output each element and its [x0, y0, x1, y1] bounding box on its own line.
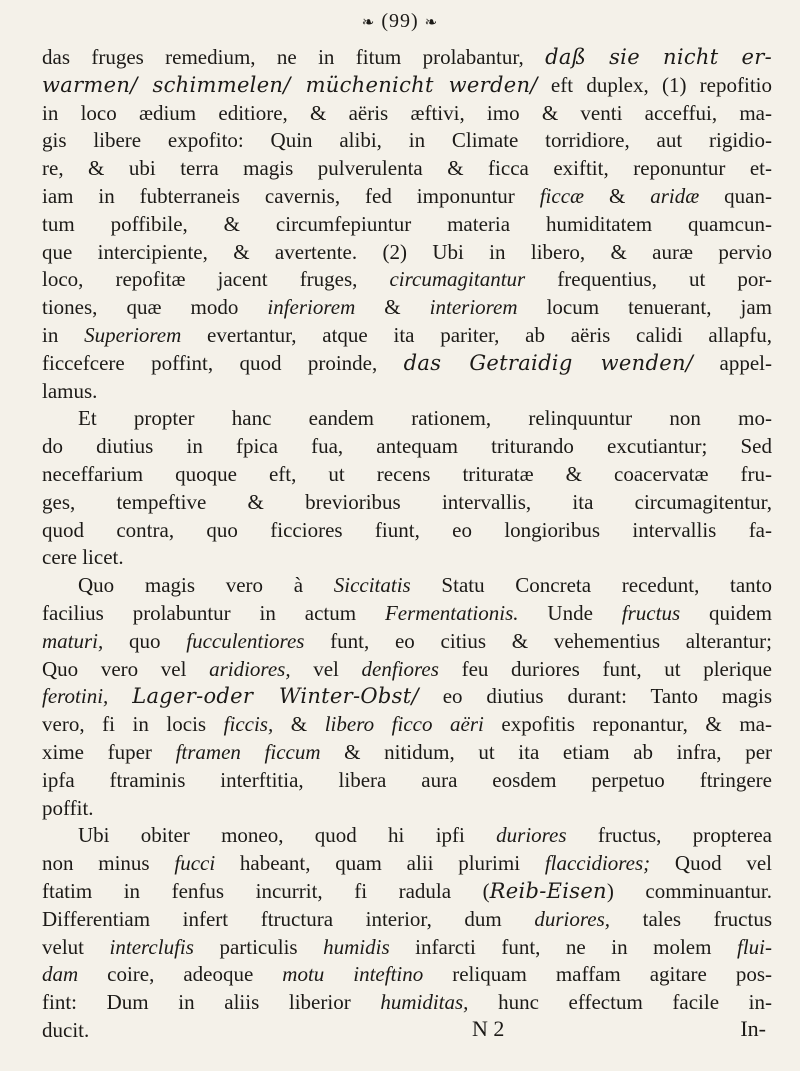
- text-segment: tiones, quæ modo: [42, 295, 268, 320]
- italic-text: ficcæ: [539, 183, 585, 208]
- text-line: [42, 72, 772, 100]
- italic-text: circumagitantur: [389, 267, 526, 292]
- text-segment: expofitis reponantur, & ma-: [483, 712, 772, 737]
- text-line: [42, 294, 772, 322]
- italic-text: humidis: [323, 934, 390, 959]
- text-segment: Ubi obiter moneo, quod hi ipfi: [78, 823, 497, 848]
- italic-text: flui-: [737, 934, 772, 959]
- text-segment: gis libere expofito: Quin alibi, in Climate torridiore, aut rigidio-: [42, 128, 772, 153]
- italic-text: Siccitatis: [333, 573, 411, 598]
- fraktur-text: das Getraidig wenden/: [403, 350, 694, 375]
- text-segment: iam in fubterraneis cavernis, fed imponuntur: [42, 183, 540, 208]
- text-line: [42, 711, 772, 739]
- italic-text: libero ficco aëri: [324, 712, 484, 737]
- text-segment: &: [355, 295, 430, 320]
- text-segment: que intercipiente, & avertente. (2) Ubi in libero, & auræ pervio: [42, 239, 772, 264]
- italic-text: Fermentationis.: [384, 600, 519, 625]
- text-segment: velut: [42, 934, 110, 959]
- fraktur-text: daß sie nicht er-: [545, 45, 772, 69]
- text-segment: in loco ædium editiore, & aëris æftivi, imo & venti acceffui, ma-: [42, 100, 772, 125]
- text-line: [42, 934, 772, 962]
- text-line: [42, 405, 772, 433]
- text-segment: particulis: [193, 934, 324, 959]
- text-line: [42, 44, 772, 72]
- text-segment: ftatim in fenfus incurrit, fi radula (: [42, 878, 490, 903]
- text-line: [42, 544, 772, 572]
- text-segment: &: [273, 712, 325, 737]
- page-footer: [42, 1016, 772, 1046]
- text-line: [42, 628, 772, 656]
- text-line: [42, 127, 772, 155]
- fraktur-text: Lager-oder Winter-Obst/: [132, 684, 419, 709]
- text-segment: lamus.: [42, 378, 98, 403]
- italic-text: fucci: [174, 851, 216, 876]
- text-line: [42, 961, 772, 989]
- text-segment: tum poffibile, & circumfepiuntur materia humiditatem quamcun-: [42, 211, 772, 236]
- text-line: [42, 350, 772, 378]
- text-segment: in: [42, 322, 85, 347]
- text-line: [42, 155, 772, 183]
- ornament-right-icon: ❧: [424, 15, 439, 31]
- italic-text: inferiorem: [267, 295, 356, 320]
- text-segment: hunc effectum facile in-: [468, 990, 773, 1015]
- text-segment: Et propter hanc eandem rationem, relinquuntur non mo-: [78, 406, 772, 431]
- text-segment: quod contra, quo ficciores fiunt, eo longioribus intervallis fa-: [42, 517, 772, 542]
- italic-text: fucculentiores: [186, 628, 305, 653]
- text-segment: &: [584, 183, 651, 208]
- italic-text: humiditas,: [380, 990, 469, 1015]
- text-segment: neceffarium quoque eft, ut recens trituratæ & coacervatæ fru-: [42, 461, 772, 486]
- signature-mark: N 2: [472, 1016, 505, 1041]
- text-line: [42, 683, 772, 711]
- text-segment: frequentius, ut por-: [525, 267, 772, 292]
- text-segment: coire, adeoque: [78, 962, 283, 987]
- text-segment: fint: Dum in aliis liberior: [42, 990, 381, 1015]
- text-line: [42, 795, 772, 823]
- text-line: [42, 572, 772, 600]
- text-line: [42, 767, 772, 795]
- text-segment: Quod vel: [650, 851, 773, 876]
- italic-text: flaccidiores;: [544, 851, 651, 876]
- text-line: [42, 600, 772, 628]
- text-line: [42, 433, 772, 461]
- text-line: [42, 489, 772, 517]
- text-segment: tales fructus: [610, 906, 772, 931]
- text-segment: appel-: [693, 350, 772, 375]
- text-line: [42, 850, 772, 878]
- text-segment: ducit.: [42, 1017, 90, 1042]
- text-segment: Statu Concreta recedunt, tanto: [410, 573, 772, 598]
- text-segment: Quo magis vero à: [78, 573, 334, 598]
- text-line: [42, 239, 772, 267]
- fraktur-text: Reib-Eisen: [489, 878, 607, 903]
- italic-text: denfiores: [361, 656, 439, 681]
- body-text: [42, 44, 772, 1045]
- text-segment: habeant, quam alii plurimi: [215, 851, 545, 876]
- italic-text: interclufis: [109, 934, 194, 959]
- text-segment: eft duplex, (1) repofitio: [537, 72, 772, 97]
- text-segment: feu duriores funt, ut plerique: [438, 656, 773, 681]
- text-line: [42, 822, 772, 850]
- text-segment: quo: [103, 628, 187, 653]
- text-line: [42, 266, 772, 294]
- text-segment: quidem: [680, 600, 772, 625]
- text-line: [42, 322, 772, 350]
- text-line: [42, 906, 772, 934]
- italic-text: motu inteftino: [282, 962, 424, 987]
- text-line: [42, 656, 772, 684]
- text-segment: loco, repofitæ jacent fruges,: [42, 267, 390, 292]
- catchword: In-: [740, 1016, 766, 1041]
- text-segment: funt, eo citius & vehementius alterantur;: [304, 628, 773, 653]
- text-segment: xime fuper: [42, 739, 176, 764]
- text-segment: ) comminuantur.: [606, 878, 772, 903]
- italic-text: ferotini,: [42, 684, 109, 709]
- italic-text: duriores,: [534, 906, 611, 931]
- fraktur-text: warmen/ schimmelen/ müchenicht werden/: [42, 72, 538, 97]
- text-segment: locum tenuerant, jam: [517, 295, 772, 320]
- italic-text: maturi,: [42, 628, 104, 653]
- italic-text: duriores: [496, 823, 567, 848]
- italic-text: ftramen ficcum: [175, 739, 321, 764]
- text-segment: cere licet.: [42, 545, 124, 570]
- text-segment: non minus: [42, 851, 175, 876]
- text-segment: reliquam maffam agitare pos-: [423, 962, 772, 987]
- text-segment: eo diutius durant: Tanto magis: [418, 684, 773, 709]
- text-segment: Differentiam infert ftructura interior, dum: [42, 906, 535, 931]
- text-line: [42, 739, 772, 767]
- text-segment: poffit.: [42, 795, 94, 820]
- text-segment: ipfa ftraminis interftitia, libera aura eosdem perpetuo ftringere: [42, 767, 772, 792]
- text-segment: re, & ubi terra magis pulverulenta & ficca exiftit, reponuntur et-: [42, 156, 772, 181]
- text-segment: vero, fi in locis: [42, 712, 224, 737]
- text-line: [42, 378, 772, 406]
- text-line: [42, 100, 772, 128]
- text-line: [42, 183, 772, 211]
- ornament-left-icon: ❧: [361, 15, 376, 31]
- text-segment: ges, tempeftive & brevioribus intervallis, ita circumagitentur,: [42, 489, 772, 514]
- text-segment: das fruges remedium, ne in fitum prolabantur,: [42, 45, 546, 69]
- italic-text: Superiorem: [84, 322, 182, 347]
- text-segment: & nitidum, ut ita etiam ab infra, per: [320, 739, 773, 764]
- italic-text: dam: [42, 962, 79, 987]
- text-segment: Unde: [518, 600, 622, 625]
- text-segment: quan-: [699, 183, 772, 208]
- italic-text: aridæ: [650, 183, 700, 208]
- text-segment: vel: [290, 656, 362, 681]
- text-segment: do diutius in fpica fua, antequam triturando excutiantur; Sed: [42, 434, 772, 459]
- text-line: [42, 989, 772, 1017]
- text-segment: evertantur, atque ita pariter, ab aëris calidi allapfu,: [181, 322, 772, 347]
- text-segment: Quo vero vel: [42, 656, 210, 681]
- text-segment: [108, 684, 132, 708]
- text-segment: fructus, propterea: [566, 823, 772, 848]
- page-number: (99): [381, 10, 419, 32]
- text-segment: infarcti funt, ne in molem: [389, 934, 737, 959]
- italic-text: ficcis,: [223, 712, 274, 737]
- italic-text: interiorem: [429, 295, 518, 320]
- text-segment: ficcefcere poffint, quod proinde,: [42, 350, 404, 375]
- italic-text: aridiores,: [209, 656, 291, 681]
- text-segment: facilius prolabuntur in actum: [42, 600, 385, 625]
- text-line: [42, 211, 772, 239]
- italic-text: fructus: [621, 600, 681, 625]
- page-header: [0, 10, 800, 33]
- text-line: [42, 517, 772, 545]
- text-line: [42, 878, 772, 906]
- text-line: [42, 461, 772, 489]
